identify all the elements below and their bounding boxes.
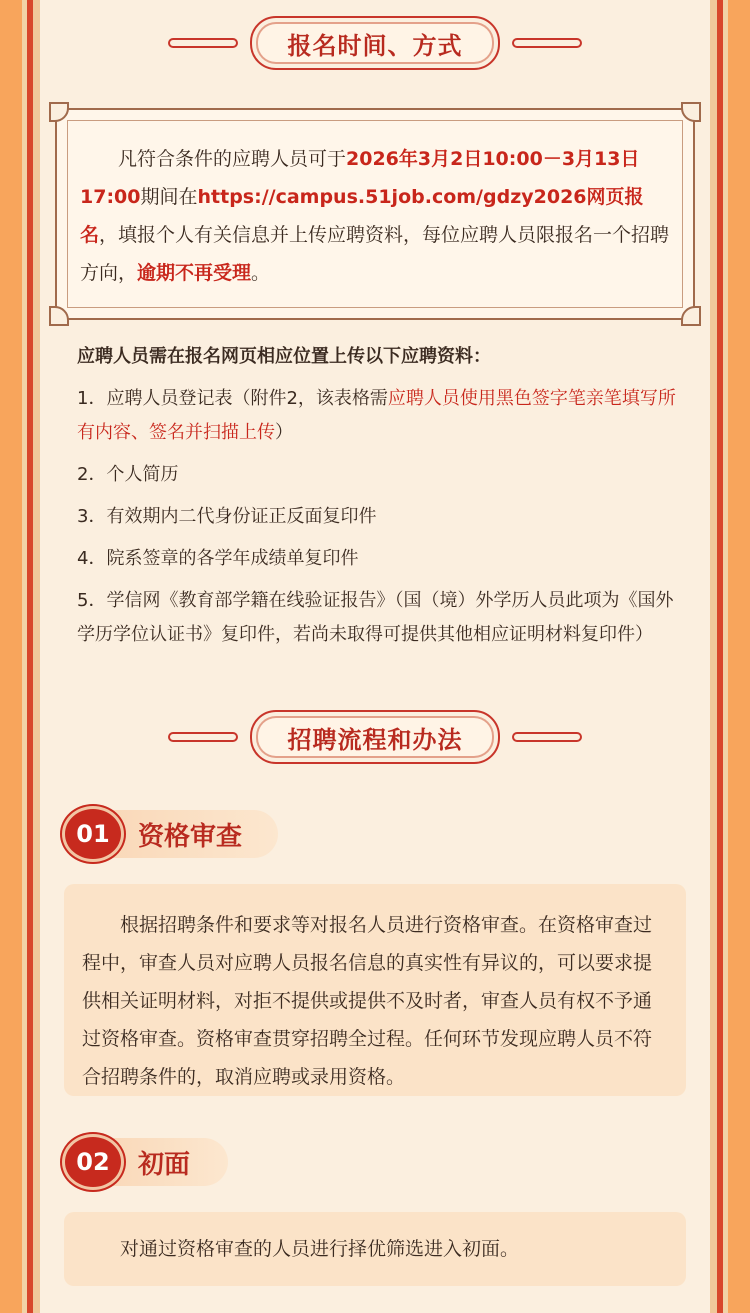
- list-item: 3．有效期内二代身份证正反面复印件: [77, 506, 377, 527]
- step-card-02: [64, 1212, 686, 1286]
- registration-text: [80, 140, 673, 292]
- list-item: 4．院系签章的各学年成绩单复印件: [77, 548, 359, 569]
- registration-deadline-note: 逾期不再受理: [137, 262, 252, 284]
- banner-ornament-left: [168, 732, 238, 742]
- right-decorative-border: [710, 0, 750, 1313]
- section-title: 报名时间、方式: [250, 16, 500, 70]
- step-description: 对通过资格审查的人员进行择优筛选进入初面。: [120, 1238, 520, 1260]
- registration-text-part: ，填报个人有关信息并上传应聘资料，每位应聘人员限报名一个招聘方向，: [80, 224, 670, 284]
- registration-text-part: 。: [251, 262, 271, 284]
- list-item: [77, 382, 677, 450]
- banner-ornament-right: [512, 38, 582, 48]
- registration-url-link[interactable]: https://campus.51job.com/gdzy2026网页报名: [80, 186, 644, 246]
- step-title: 初面: [102, 1138, 228, 1186]
- registration-text-part: 期间在: [140, 186, 198, 208]
- step-header-01: [62, 806, 282, 866]
- registration-frame: [55, 108, 695, 320]
- step-card-01: [64, 884, 686, 1096]
- frame-corner: [49, 306, 69, 326]
- section-banner-process: [0, 710, 750, 766]
- step-title: 资格审查: [102, 810, 278, 858]
- banner-ornament-left: [168, 38, 238, 48]
- step-number-badge: 01: [62, 806, 124, 862]
- frame-corner: [681, 102, 701, 122]
- step-number-badge: 02: [62, 1134, 124, 1190]
- step-header-02: [62, 1134, 232, 1194]
- list-item-text: ）: [275, 422, 293, 443]
- step-description: 根据招聘条件和要求等对报名人员进行资格审查。在资格审查过程中，审查人员对应聘人员报名信息的真实性有异议的，可以要求提供相关证明材料，对拒不提供或提供不及时者，审查人员有权不予通过资格审查。资格审查贯穿招聘全过程。任何环节发现应聘人员不符合招聘条件的，取消应聘或录用资格。: [82, 914, 653, 1088]
- left-decorative-border: [0, 0, 40, 1313]
- list-item-highlight: 应聘人员使用黑色签字笔亲笔填写所有内容、签名并扫描上传: [77, 388, 676, 443]
- registration-period: 2026年3月2日10:00－3月13日17:00: [80, 148, 640, 208]
- frame-corner: [681, 306, 701, 326]
- materials-list: [77, 340, 677, 660]
- registration-intro: 凡符合条件的应聘人员可于: [118, 148, 347, 170]
- list-item-text: 1．应聘人员登记表（附件2，该表格需: [77, 388, 388, 409]
- section-banner-registration: [0, 16, 750, 72]
- section-title: 招聘流程和办法: [250, 710, 500, 764]
- materials-heading: 应聘人员需在报名网页相应位置上传以下应聘资料：: [77, 346, 491, 367]
- list-item: 2．个人简历: [77, 464, 179, 485]
- banner-ornament-right: [512, 732, 582, 742]
- frame-corner: [49, 102, 69, 122]
- list-item: 5．学信网《教育部学籍在线验证报告》（国（境）外学历人员此项为《国外学历学位认证书》复印件，若尚未取得可提供其他相应证明材料复印件）: [77, 590, 674, 645]
